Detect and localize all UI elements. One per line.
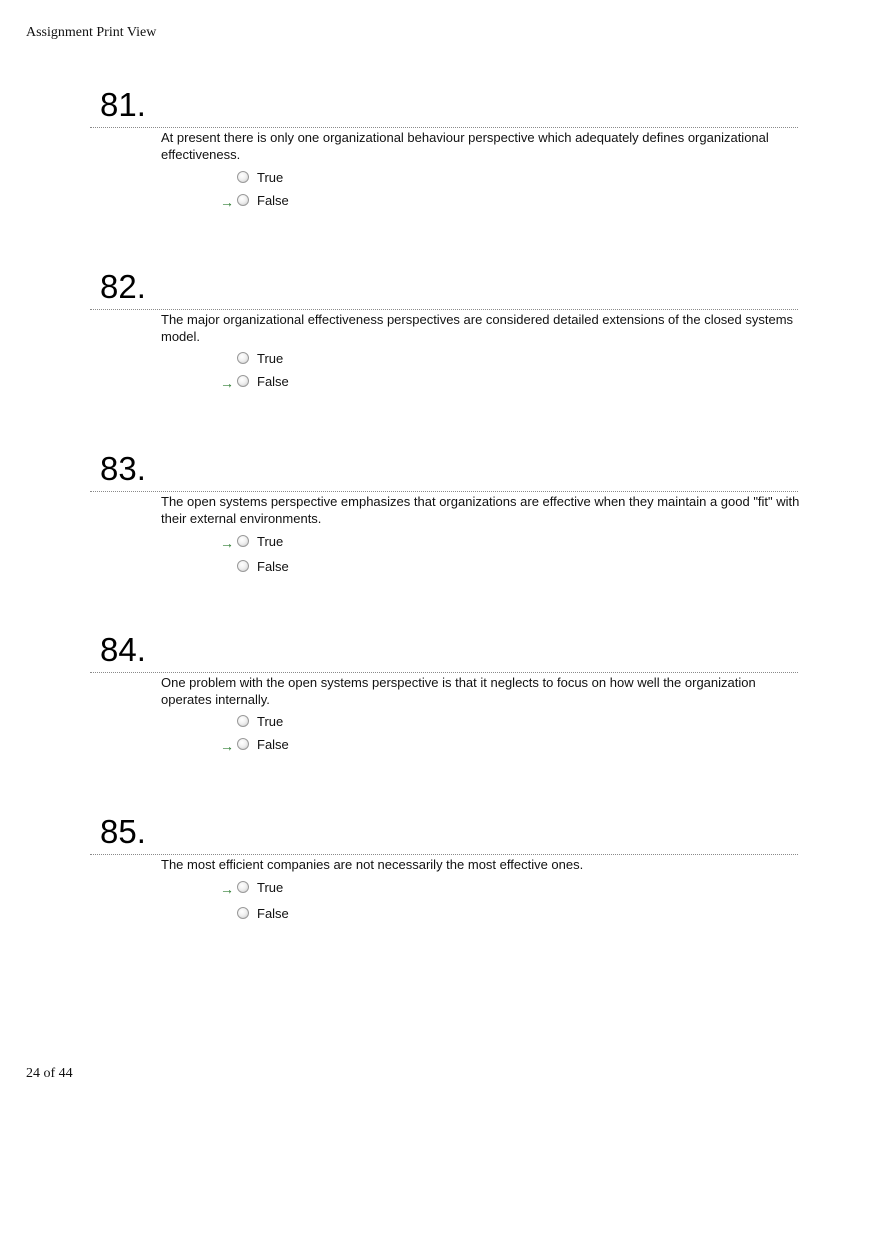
option-label: False (257, 374, 289, 389)
question-number: 81. (100, 86, 146, 123)
radio-icon[interactable] (237, 194, 249, 206)
option-label: False (257, 559, 289, 574)
page-header: Assignment Print View (26, 25, 157, 40)
page-counter: 24 of 44 (26, 1066, 73, 1081)
question-number: 84. (100, 631, 146, 668)
option-false[interactable] (220, 905, 420, 923)
option-false[interactable] (220, 736, 420, 754)
option-true[interactable] (220, 350, 420, 368)
option-label: True (257, 351, 284, 366)
radio-icon[interactable] (237, 907, 249, 919)
radio-icon[interactable] (237, 375, 249, 387)
question-text: The major organizational effectiveness perspectives are considered detailed extensions of the closed systems model. (161, 312, 794, 344)
radio-icon[interactable] (237, 535, 249, 547)
divider (90, 672, 798, 673)
option-label: False (257, 193, 289, 208)
question-text: One problem with the open systems perspective is that it neglects to focus on how well the organization operates internally. (161, 675, 756, 707)
option-false[interactable] (220, 558, 420, 576)
option-label: True (257, 534, 284, 549)
option-true[interactable] (220, 713, 420, 731)
option-label: True (257, 880, 284, 895)
option-true[interactable] (220, 533, 420, 551)
divider (90, 491, 798, 492)
question-text: The most efficient companies are not necessarily the most effective ones. (161, 857, 584, 872)
right-arrow-icon: → (220, 881, 234, 897)
radio-icon[interactable] (237, 715, 249, 727)
right-arrow-icon: → (220, 194, 234, 210)
option-true[interactable] (220, 169, 420, 187)
divider (90, 127, 798, 128)
right-arrow-icon: → (220, 375, 234, 391)
right-arrow-icon: → (220, 535, 234, 551)
question-number: 82. (100, 268, 146, 305)
question-text: The open systems perspective emphasizes that organizations are effective when they maintain a good "fit" with their external environments. (161, 494, 800, 526)
option-label: True (257, 714, 284, 729)
radio-icon[interactable] (237, 352, 249, 364)
radio-icon[interactable] (237, 171, 249, 183)
option-true[interactable] (220, 879, 420, 897)
option-label: True (257, 170, 284, 185)
question-text: At present there is only one organizational behaviour perspective which adequately defines organizational effectiveness. (161, 130, 769, 162)
option-false[interactable] (220, 192, 420, 210)
question-number: 83. (100, 450, 146, 487)
question-number: 85. (100, 813, 146, 850)
radio-icon[interactable] (237, 560, 249, 572)
option-label: False (257, 737, 289, 752)
radio-icon[interactable] (237, 881, 249, 893)
option-label: False (257, 906, 289, 921)
divider (90, 854, 798, 855)
right-arrow-icon: → (220, 738, 234, 754)
option-false[interactable] (220, 373, 420, 391)
divider (90, 309, 798, 310)
radio-icon[interactable] (237, 738, 249, 750)
